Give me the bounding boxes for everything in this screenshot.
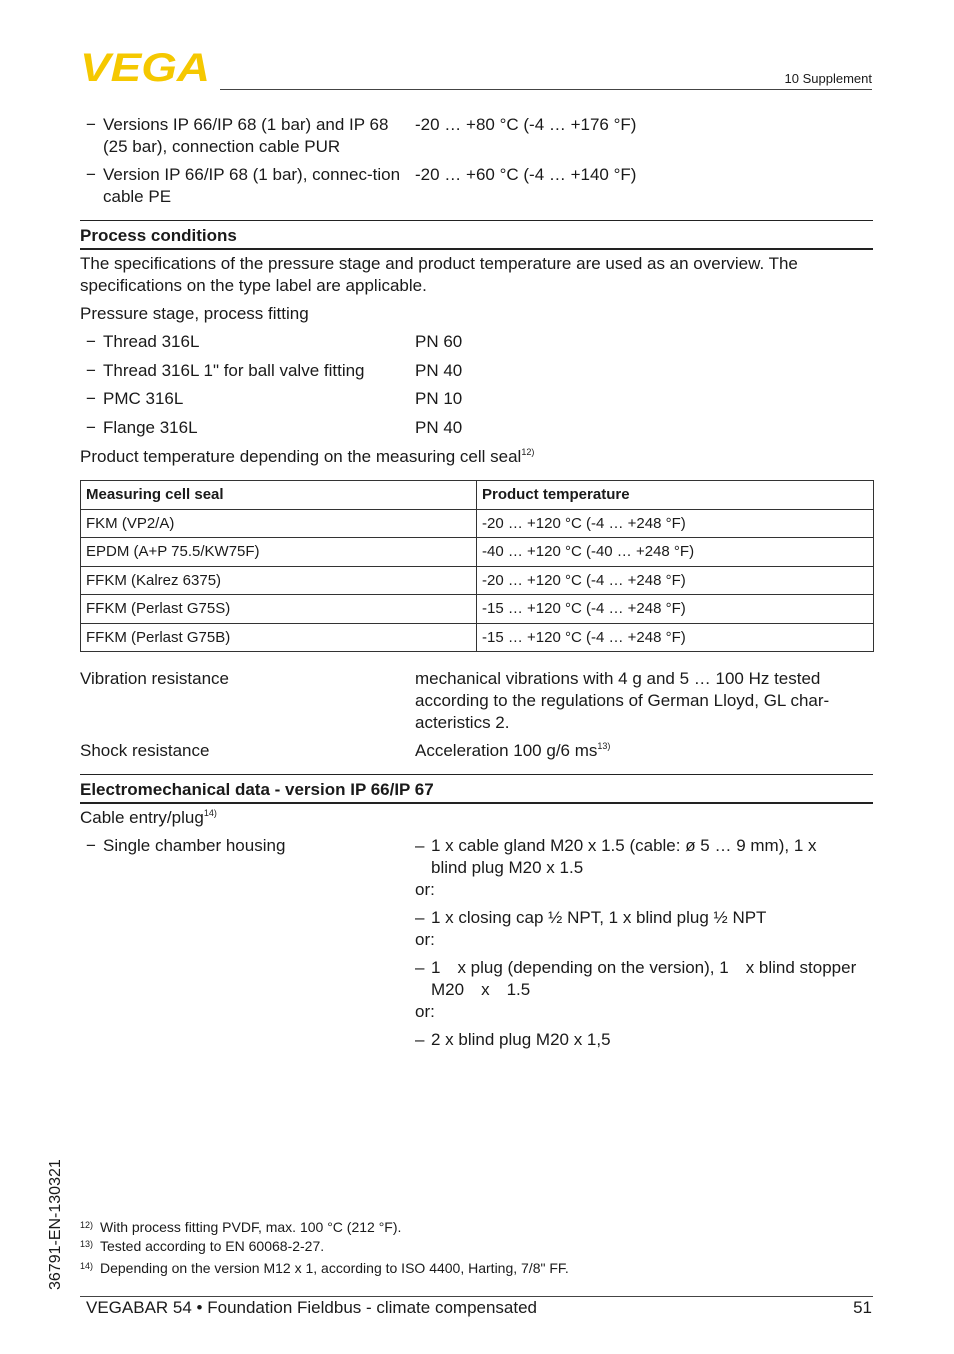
process-section-title: Process conditions: [80, 226, 237, 245]
table-header-cell: Product temperature: [477, 481, 874, 510]
page-number: 51: [853, 1298, 872, 1317]
table-row: [81, 509, 874, 538]
table-header-row: [81, 481, 874, 510]
electro-section-title: Electromechanical data - version IP 66/IP 67: [80, 780, 434, 799]
table-cell: -15 … +120 °C (-4 … +248 °F): [477, 623, 874, 652]
or-separator: or:: [415, 1002, 435, 1021]
or-separator: or:: [415, 880, 435, 899]
table-cell: -15 … +120 °C (-4 … +248 °F): [477, 595, 874, 624]
footer-rule: [80, 1296, 873, 1297]
logo-text: VEGA: [80, 50, 210, 84]
section-rule: [80, 774, 873, 775]
cable-option: 1 x plug (depending on the version), 1 x blind stopper M20 x 1.5: [431, 958, 857, 999]
ambient-item-label: Versions IP 66/IP 68 (1 bar) and IP 68 (25 bar), connection cable PUR: [103, 115, 389, 156]
process-intro: The specifications of the pressure stage and product temperature are used as an overview. The specifications on the type label are applicable.: [80, 254, 798, 295]
table-header-cell: Measuring cell seal: [81, 481, 477, 510]
table-row: [81, 595, 874, 624]
pressure-item-value: PN 10: [415, 389, 463, 408]
table-cell: FFKM (Perlast G75B): [81, 623, 477, 652]
footnote: 13) Tested according to EN 60068-2-27.: [80, 1238, 325, 1254]
footer-title: VEGABAR 54 • Foundation Fieldbus - climate compensated: [86, 1298, 538, 1317]
footnote: 12) With process fitting PVDF, max. 100 °C (212 °F).: [80, 1219, 402, 1235]
table-cell: -20 … +120 °C (-4 … +248 °F): [477, 509, 874, 538]
table-cell: FFKM (Kalrez 6375): [81, 566, 477, 595]
cable-option: 1 x closing cap ½ NPT, 1 x blind plug ½ NPT: [431, 908, 767, 927]
table-cell: -40 … +120 °C (-40 … +248 °F): [477, 538, 874, 567]
vega-logo: [80, 50, 212, 84]
cable-option: 1 x cable gland M20 x 1.5 (cable: ø 5 … 9 mm), 1 x blind plug M20 x 1.5: [431, 836, 817, 877]
vibration-label: Vibration resistance: [80, 669, 229, 688]
cable-option: 2 x blind plug M20 x 1,5: [431, 1030, 611, 1049]
cable-heading: Cable entry/plug$^{14)}$: [80, 808, 217, 827]
ambient-item-value: -20 … +60 °C (-4 … +140 °F): [415, 165, 637, 184]
or-separator: or:: [415, 930, 435, 949]
temperature-heading: Product temperature depending on the measuring cell seal$^{12)}$: [80, 447, 535, 466]
pressure-item-label: Thread 316L 1" for ball valve fitting: [103, 361, 365, 380]
pressure-heading: Pressure stage, process fitting: [80, 304, 309, 323]
seal-temperature-table: [80, 480, 874, 652]
shock-label: Shock resistance: [80, 741, 210, 760]
header-rule: [220, 89, 872, 90]
pressure-item-label: Flange 316L: [103, 418, 198, 437]
table-row: [81, 538, 874, 567]
section-rule: [80, 220, 873, 221]
table-cell: EPDM (A+P 75.5/KW75F): [81, 538, 477, 567]
footnote-ref: 14): [203, 808, 217, 818]
pressure-item-value: PN 60: [415, 332, 463, 351]
shock-value: Acceleration 100 g/6 $ms^{13)}$: [415, 741, 611, 760]
table-cell: -20 … +120 °C (-4 … +248 °F): [477, 566, 874, 595]
footnote-ref: 12): [521, 447, 535, 457]
section-rule: [80, 248, 873, 250]
pressure-item-label: PMC 316L: [103, 389, 184, 408]
pressure-item-value: PN 40: [415, 361, 463, 380]
pressure-item-label: Thread 316L: [103, 332, 200, 351]
pressure-item-value: PN 40: [415, 418, 463, 437]
ambient-item-label: Version IP 66/IP 68 (1 bar), connec-tion cable PE: [103, 165, 401, 206]
table-cell: FKM (VP2/A): [81, 509, 477, 538]
document-code: 36791-EN-130321: [47, 1159, 64, 1290]
section-label: 10 Supplement: [784, 71, 872, 86]
section-rule: [80, 802, 873, 804]
table-cell: FFKM (Perlast G75S): [81, 595, 477, 624]
table-row: [81, 623, 874, 652]
footnote-ref: 13): [597, 741, 611, 751]
table-row: [81, 566, 874, 595]
ambient-item-value: -20 … +80 °C (-4 … +176 °F): [415, 115, 637, 134]
housing-label: Single chamber housing: [103, 836, 286, 855]
footnote: 14) Depending on the version M12 x 1, according to ISO 4400, Harting, 7/8" FF.: [80, 1260, 569, 1276]
vibration-value: mechanical vibrations with 4 g and 5 … 100 Hz tested according to the regulations of German Lloyd, GL char-acteristics 2.: [415, 669, 830, 732]
